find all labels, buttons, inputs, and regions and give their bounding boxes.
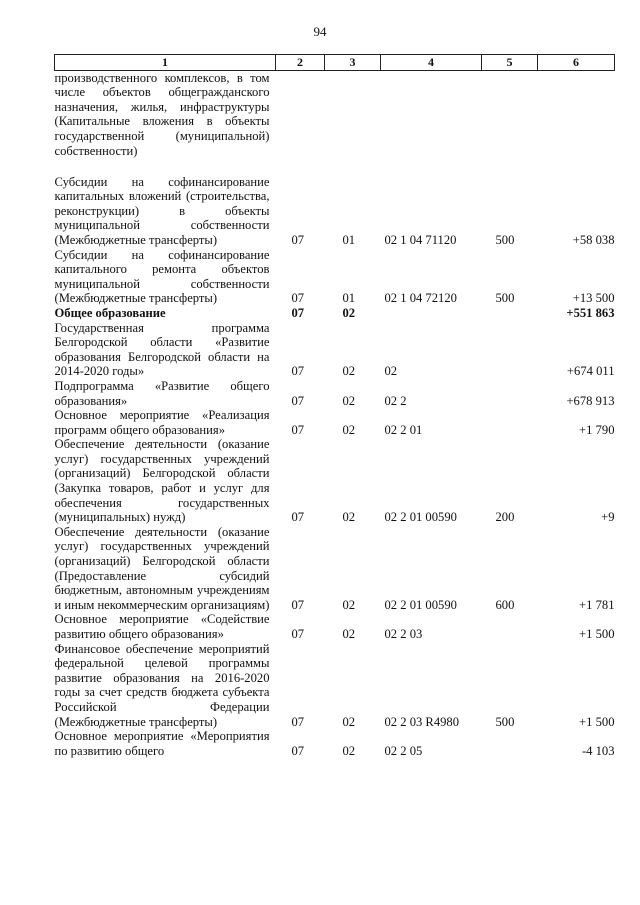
row-expense-type-cell: 500	[495, 291, 515, 306]
row-amount-cell: -4 103	[581, 743, 615, 758]
row-expense-type-cell: 600	[495, 597, 515, 612]
row-target-code-cell: 02 2	[384, 393, 407, 408]
table-row	[55, 306, 615, 321]
row-target-code-cell: 02 2 01 00590	[384, 510, 457, 525]
table-row	[55, 321, 615, 379]
header-col-3: 3	[325, 55, 381, 71]
row-amount-cell: +9	[601, 510, 615, 525]
row-section-cell: 07	[291, 627, 305, 641]
row-name-cell: Субсидии на софинансирование капитального ремонта объектов муниципальной собственности (Межбюджетные трансферты)	[54, 247, 270, 306]
row-section-cell: 07	[291, 422, 305, 437]
row-name-cell: производственного комплексов, в том числе объектов общегражданского назначения, жилья, инфраструктуры (Капитальные вложения в объекты государственной (муниципальной) собственности)	[54, 70, 270, 158]
row-section-cell: 07	[291, 743, 305, 758]
row-target-code-cell: 02 2 03 R4980	[384, 714, 460, 729]
row-expense-type-cell	[482, 70, 538, 175]
table-row	[55, 437, 615, 525]
row-section-cell: 07	[291, 510, 305, 525]
row-subsection-cell: 02	[342, 393, 356, 408]
table-row	[55, 408, 615, 437]
row-name-cell: Основное мероприятие «Реализация программ общего образования»	[54, 408, 270, 437]
table-row	[55, 70, 615, 175]
row-target-code-cell: 02 2 01 00590	[384, 597, 457, 612]
row-subsection-cell: 02	[342, 743, 356, 758]
table-row	[55, 642, 615, 730]
row-section-cell: 07	[291, 232, 305, 247]
row-amount-cell: +1 781	[579, 597, 615, 612]
table-body	[55, 70, 615, 758]
budget-table	[54, 54, 615, 758]
header-col-4: 4	[381, 55, 482, 71]
row-expense-type-cell	[482, 408, 538, 437]
row-subsection-cell: 02	[342, 305, 356, 320]
row-subsection-cell: 01	[342, 291, 356, 306]
row-amount-cell: +13 500	[572, 291, 615, 306]
header-col-5: 5	[482, 55, 538, 71]
row-section-cell	[276, 70, 325, 175]
row-target-code-cell: 02 2 05	[384, 743, 423, 758]
row-section-cell: 07	[291, 597, 305, 612]
row-amount-cell: +1 500	[579, 627, 615, 641]
row-name-cell: Основное мероприятие «Мероприятия по развитию общего	[54, 729, 270, 758]
table-row	[55, 729, 615, 758]
row-amount-cell: +674 011	[566, 364, 615, 379]
table-row	[55, 248, 615, 306]
header-col-6: 6	[538, 55, 615, 71]
row-amount-cell: +58 038	[572, 232, 615, 247]
row-amount-cell	[538, 70, 615, 175]
row-amount-cell: +551 863	[566, 305, 615, 320]
row-subsection-cell: 02	[342, 597, 356, 612]
row-section-cell: 07	[291, 393, 305, 408]
row-name-cell: Основное мероприятие «Содействие развитию общего образования»	[54, 612, 270, 641]
row-section-cell: 07	[291, 291, 305, 306]
row-target-code-cell: 02 1 04 72120	[384, 291, 457, 306]
row-expense-type-cell: 500	[495, 232, 515, 247]
row-target-code-cell: 02 1 04 71120	[384, 232, 457, 247]
table-row	[55, 525, 615, 613]
row-subsection-cell: 01	[342, 232, 356, 247]
row-target-code-cell: 02	[384, 364, 398, 379]
row-name-cell: Субсидии на софинансирование капитальных вложений (строительства, реконструкции) в объекты муниципальной собственности (Межбюджетные трансферты)	[54, 174, 270, 247]
row-target-code-cell	[381, 306, 482, 321]
row-name-cell: Подпрограмма «Развитие общего образования»	[54, 378, 270, 408]
table-row	[55, 612, 615, 641]
table-row	[55, 379, 615, 408]
table-row	[55, 175, 615, 248]
row-amount-cell: +1 500	[579, 714, 615, 729]
row-expense-type-cell	[482, 729, 538, 758]
row-expense-type-cell: 200	[495, 510, 515, 525]
row-target-code-cell	[381, 70, 482, 175]
row-name-cell: Обеспечение деятельности (оказание услуг) государственных учреждений (организаций) Белгородской области (Закупка товаров, работ и услуг для обеспечения государственных (муниципальных) нужд)	[54, 437, 270, 525]
row-subsection-cell: 02	[342, 510, 356, 525]
row-name-cell: Государственная программа Белгородской области «Развитие образования Белгородской области на 2014-2020 годы»	[54, 320, 270, 379]
row-amount-cell: +1 790	[579, 422, 615, 437]
row-subsection-cell: 02	[342, 714, 356, 729]
row-target-code-cell: 02 2 01	[384, 422, 423, 437]
row-subsection-cell: 02	[342, 627, 356, 641]
page-number: 94	[313, 24, 327, 39]
row-target-code-cell: 02 2 03	[384, 627, 423, 641]
row-expense-type-cell	[482, 612, 538, 641]
row-name-cell: Обеспечение деятельности (оказание услуг) государственных учреждений (организаций) Белгородской области (Предоставление субсидий бюджетным, автономным учреждениям и иным некоммерческим организациям)	[54, 524, 270, 612]
row-section-cell: 07	[291, 305, 305, 320]
table-header-row	[55, 55, 615, 71]
row-name-cell: Финансовое обеспечение мероприятий федеральной целевой программы развитие образования на 2016-2020 годы за счет средств бюджета субъекта Российской Федерации (Межбюджетные трансферты)	[54, 641, 270, 729]
row-expense-type-cell: 500	[495, 714, 515, 729]
row-name-cell: Общее образование	[54, 305, 166, 320]
row-expense-type-cell	[482, 379, 538, 408]
row-section-cell: 07	[291, 364, 305, 379]
header-col-2: 2	[276, 55, 325, 71]
header-col-1: 1	[55, 55, 276, 71]
row-subsection-cell	[325, 70, 381, 175]
row-expense-type-cell	[482, 321, 538, 379]
row-section-cell: 07	[291, 714, 305, 729]
row-expense-type-cell	[482, 306, 538, 321]
row-amount-cell: +678 913	[566, 393, 615, 408]
row-subsection-cell: 02	[342, 422, 356, 437]
row-subsection-cell: 02	[342, 364, 356, 379]
